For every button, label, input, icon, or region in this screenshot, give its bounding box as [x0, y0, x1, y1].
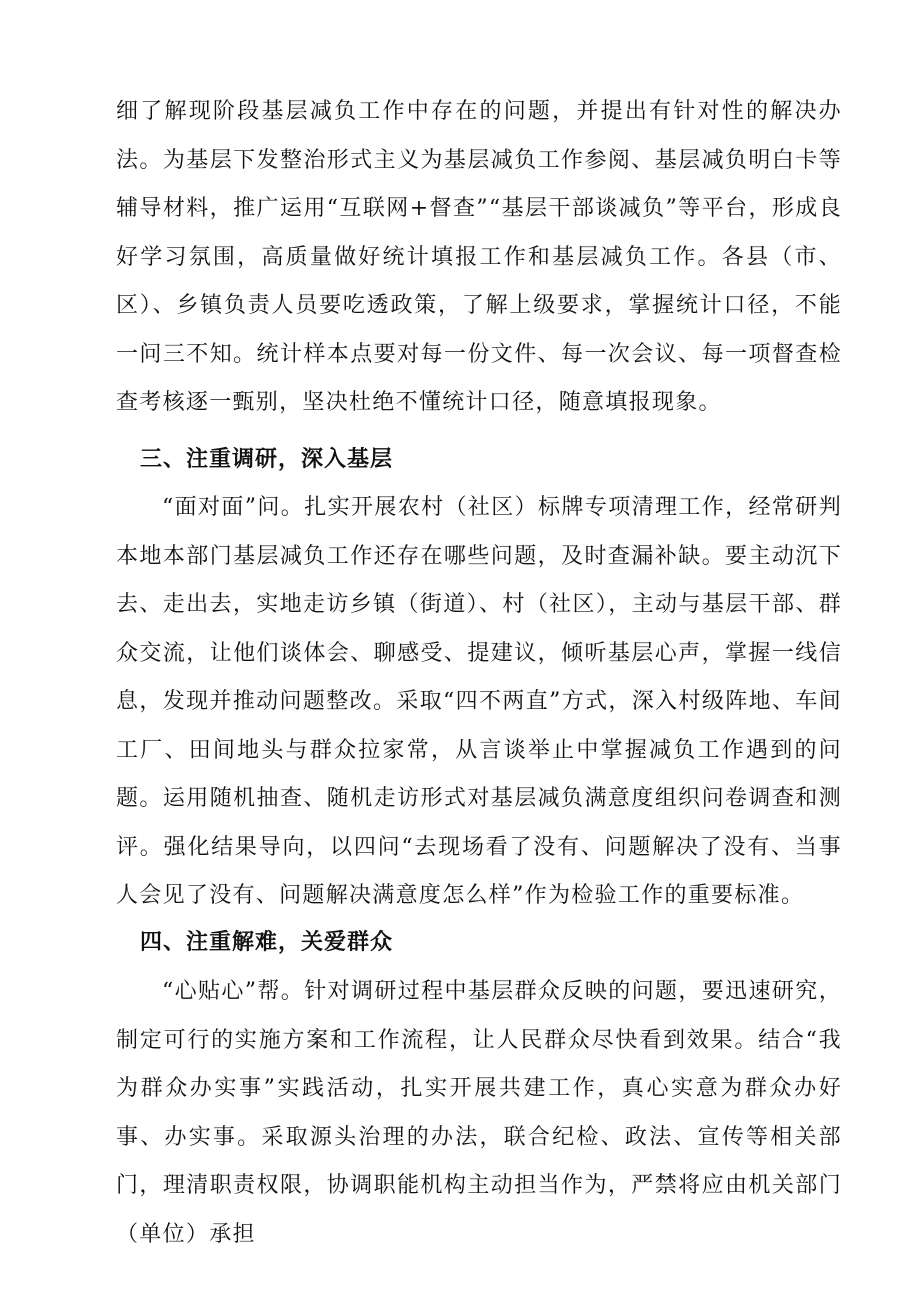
paragraph-continued: 细了解现阶段基层减负工作中存在的问题，并提出有针对性的解决办法。为基层下发整治形式主义为基层减负工作参阅、基层减负明白卡等辅导材料，推广运用“互联网+督查”“基层干部谈减负”等平台，形成良好学习氛围，高质量做好统计填报工作和基层减负工作。各县（市、区）、乡镇负责人员要吃透政策，了解上级要求，掌握统计口径，不能一问三不知。统计样本点要对每一份文件、每一次会议、每一项督查检查考核逐一甄别，坚决杜绝不懂统计口径，随意填报现象。 [116, 99, 842, 415]
section-heading-3: 三、注重调研，深入基层 [140, 447, 394, 472]
section-3-paragraph: “面对面”问。扎实开展农村（社区）标牌专项清理工作，经常研判本地本部门基层减负工作还存在哪些问题，及时查漏补缺。要主动沉下去、走出去，实地走访乡镇（街道）、村（社区），主动与基层干部、群众交流，让他们谈体会、聊感受、提建议，倾听基层心声，掌握一线信息，发现并推动问题整改。采取“四不两直”方式，深入村级阵地、车间工厂、田间地头与群众拉家常，从言谈举止中掌握减负工作遇到的问题。运用随机抽查、随机走访形式对基层减负满意度组织问卷调查和测评。强化结果导向，以四问“去现场看了没有、问题解决了没有、当事人会见了没有、问题解决满意度怎么样”作为检验工作的重要标准。 [116, 495, 842, 908]
section-heading-4: 四、注重解难，关爱群众 [140, 930, 394, 955]
section-4-paragraph: “心贴心”帮。针对调研过程中基层群众反映的问题，要迅速研究，制定可行的实施方案和工作流程，让人民群众尽快看到效果。结合“我为群众办实事”实践活动，扎实开展共建工作，真心实意为群众办好事、办实事。采取源头治理的办法，联合纪检、政法、宣传等相关部门，理清职责权限，协调职能机构主动担当作为，严禁将应由机关部门（单位）承担 [116, 979, 842, 1247]
